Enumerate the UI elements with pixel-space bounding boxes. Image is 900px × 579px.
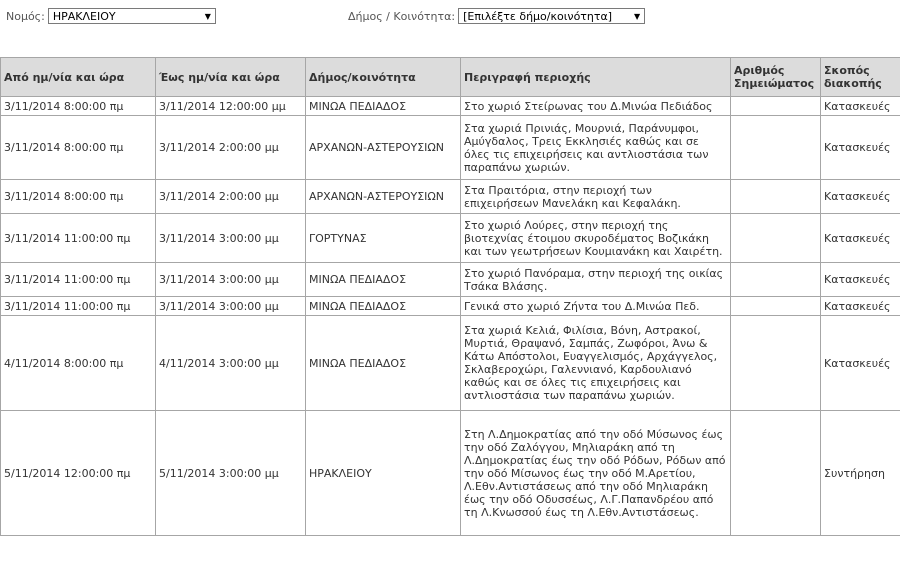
prefecture-label: Νομός:: [6, 9, 45, 23]
cell-to: 5/11/2014 3:00:00 μμ: [156, 411, 306, 536]
cell-from: 5/11/2014 12:00:00 πμ: [1, 411, 156, 536]
cell-description: Στα χωριά Πρινιάς, Μουρνιά, Παράνυμφοι, Αμύγδαλος, Τρεις Εκκλησιές καθώς και σε όλες τις επιχειρήσεις και αντλιοστάσια των παραπάνω χωριών.: [461, 116, 731, 180]
cell-from: 3/11/2014 8:00:00 πμ: [1, 97, 156, 116]
header-reason: Σκοπός διακοπής: [821, 58, 900, 97]
cell-description: Στη Λ.Δημοκρατίας από την οδό Μύσωνος έως την οδό Ζαλόγγου, Μηλιαράκη από τη Λ.Δημοκρατίας έως την οδό Ρόδων, Ρόδων από την οδό Μίσωνος έως την οδό Μ.Αρετίου, Λ.Εθν.Αντιστάσεως από την οδό Μηλιαράκη έως την οδό Οδυσσέως, Λ.Γ.Παπανδρέου από τη Λ.Κνωσσού έως τη Λ.Εθν.Αντιστάσεως.: [461, 411, 731, 536]
cell-note-number: [731, 263, 821, 297]
cell-to: 3/11/2014 3:00:00 μμ: [156, 263, 306, 297]
filter-bar: [0, 0, 900, 34]
outages-table: [0, 57, 900, 536]
cell-from: 3/11/2014 11:00:00 πμ: [1, 214, 156, 263]
cell-to: 3/11/2014 2:00:00 μμ: [156, 180, 306, 214]
cell-description: Στα Πραιτόρια, στην περιοχή των επιχειρήσεων Μανελάκη και Κεφαλάκη.: [461, 180, 731, 214]
cell-reason: Συντήρηση: [821, 411, 900, 536]
cell-to: 3/11/2014 3:00:00 μμ: [156, 297, 306, 316]
table-row: [1, 180, 900, 214]
cell-from: 3/11/2014 8:00:00 πμ: [1, 116, 156, 180]
cell-from: 3/11/2014 11:00:00 πμ: [1, 297, 156, 316]
cell-municipality: ΑΡΧΑΝΩΝ-ΑΣΤΕΡΟΥΣΙΩΝ: [306, 116, 461, 180]
cell-to: 3/11/2014 12:00:00 μμ: [156, 97, 306, 116]
municipality-select-value: [Επιλέξτε δήμο/κοινότητα]: [463, 9, 613, 23]
municipality-filter: [348, 7, 645, 25]
header-to: Έως ημ/νία και ώρα: [156, 58, 306, 97]
prefecture-select-value: ΗΡΑΚΛΕΙΟΥ: [52, 9, 116, 23]
chevron-down-icon: ▼: [204, 11, 211, 21]
header-municipality: Δήμος/κοινότητα: [306, 58, 461, 97]
cell-to: 3/11/2014 2:00:00 μμ: [156, 116, 306, 180]
cell-from: 4/11/2014 8:00:00 πμ: [1, 316, 156, 411]
cell-to: 4/11/2014 3:00:00 μμ: [156, 316, 306, 411]
cell-municipality: ΑΡΧΑΝΩΝ-ΑΣΤΕΡΟΥΣΙΩΝ: [306, 180, 461, 214]
table-row: [1, 297, 900, 316]
cell-note-number: [731, 180, 821, 214]
cell-note-number: [731, 411, 821, 536]
cell-to: 3/11/2014 3:00:00 μμ: [156, 214, 306, 263]
cell-note-number: [731, 297, 821, 316]
cell-from: 3/11/2014 8:00:00 πμ: [1, 180, 156, 214]
header-from: Από ημ/νία και ώρα: [1, 58, 156, 97]
table-row: [1, 97, 900, 116]
cell-municipality: ΗΡΑΚΛΕΙΟΥ: [306, 411, 461, 536]
prefecture-filter: [6, 7, 216, 25]
header-description: Περιγραφή περιοχής: [461, 58, 731, 97]
cell-municipality: ΜΙΝΩΑ ΠΕΔΙΑΔΟΣ: [306, 297, 461, 316]
cell-reason: Κατασκευές: [821, 297, 900, 316]
cell-reason: Κατασκευές: [821, 116, 900, 180]
cell-reason: Κατασκευές: [821, 97, 900, 116]
cell-description: Στα χωριά Κελιά, Φιλίσια, Βόνη, Αστρακοί, Μυρτιά, Θραψανό, Σαμπάς, Ζωφόροι, Άνω & Κάτω Απόστολοι, Ευαγγελισμός, Αρχάγγελος, Σκλαβεροχώρι, Γαλεννιανό, Καρδουλιανό καθώς και σε όλες τις επιχειρήσεις και αντλιοστάσια των παραπάνω χωριών.: [461, 316, 731, 411]
table-row: [1, 411, 900, 536]
cell-description: Γενικά στο χωριό Ζήντα του Δ.Μινώα Πεδ.: [461, 297, 731, 316]
municipality-select[interactable]: [458, 8, 645, 24]
chevron-down-icon: ▼: [633, 11, 641, 21]
cell-description: Στο χωριό Στείρωνας του Δ.Μινώα Πεδιάδος: [461, 97, 731, 116]
table-row: [1, 263, 900, 297]
cell-municipality: ΓΟΡΤΥΝΑΣ: [306, 214, 461, 263]
cell-from: 3/11/2014 11:00:00 πμ: [1, 263, 156, 297]
cell-reason: Κατασκευές: [821, 263, 900, 297]
table-row: [1, 116, 900, 180]
cell-reason: Κατασκευές: [821, 214, 900, 263]
cell-municipality: ΜΙΝΩΑ ΠΕΔΙΑΔΟΣ: [306, 97, 461, 116]
cell-description: Στο χωριό Λούρες, στην περιοχή της βιοτεχνίας έτοιμου σκυροδέματος Βοζικάκη και των γεωτρήσεων Κουμιανάκη και Χαιρέτη.: [461, 214, 731, 263]
cell-reason: Κατασκευές: [821, 180, 900, 214]
cell-note-number: [731, 116, 821, 180]
cell-note-number: [731, 97, 821, 116]
municipality-label: Δήμος / Κοινότητα:: [348, 9, 456, 23]
table-row: [1, 214, 900, 263]
cell-reason: Κατασκευές: [821, 316, 900, 411]
table-header-row: [1, 58, 900, 97]
prefecture-select[interactable]: [48, 8, 216, 24]
cell-description: Στο χωριό Πανόραμα, στην περιοχή της οικίας Τσάκα Βλάσης.: [461, 263, 731, 297]
header-note-number: Αριθμός Σημειώματος: [731, 58, 821, 97]
cell-municipality: ΜΙΝΩΑ ΠΕΔΙΑΔΟΣ: [306, 263, 461, 297]
table-row: [1, 316, 900, 411]
cell-municipality: ΜΙΝΩΑ ΠΕΔΙΑΔΟΣ: [306, 316, 461, 411]
cell-note-number: [731, 316, 821, 411]
cell-note-number: [731, 214, 821, 263]
